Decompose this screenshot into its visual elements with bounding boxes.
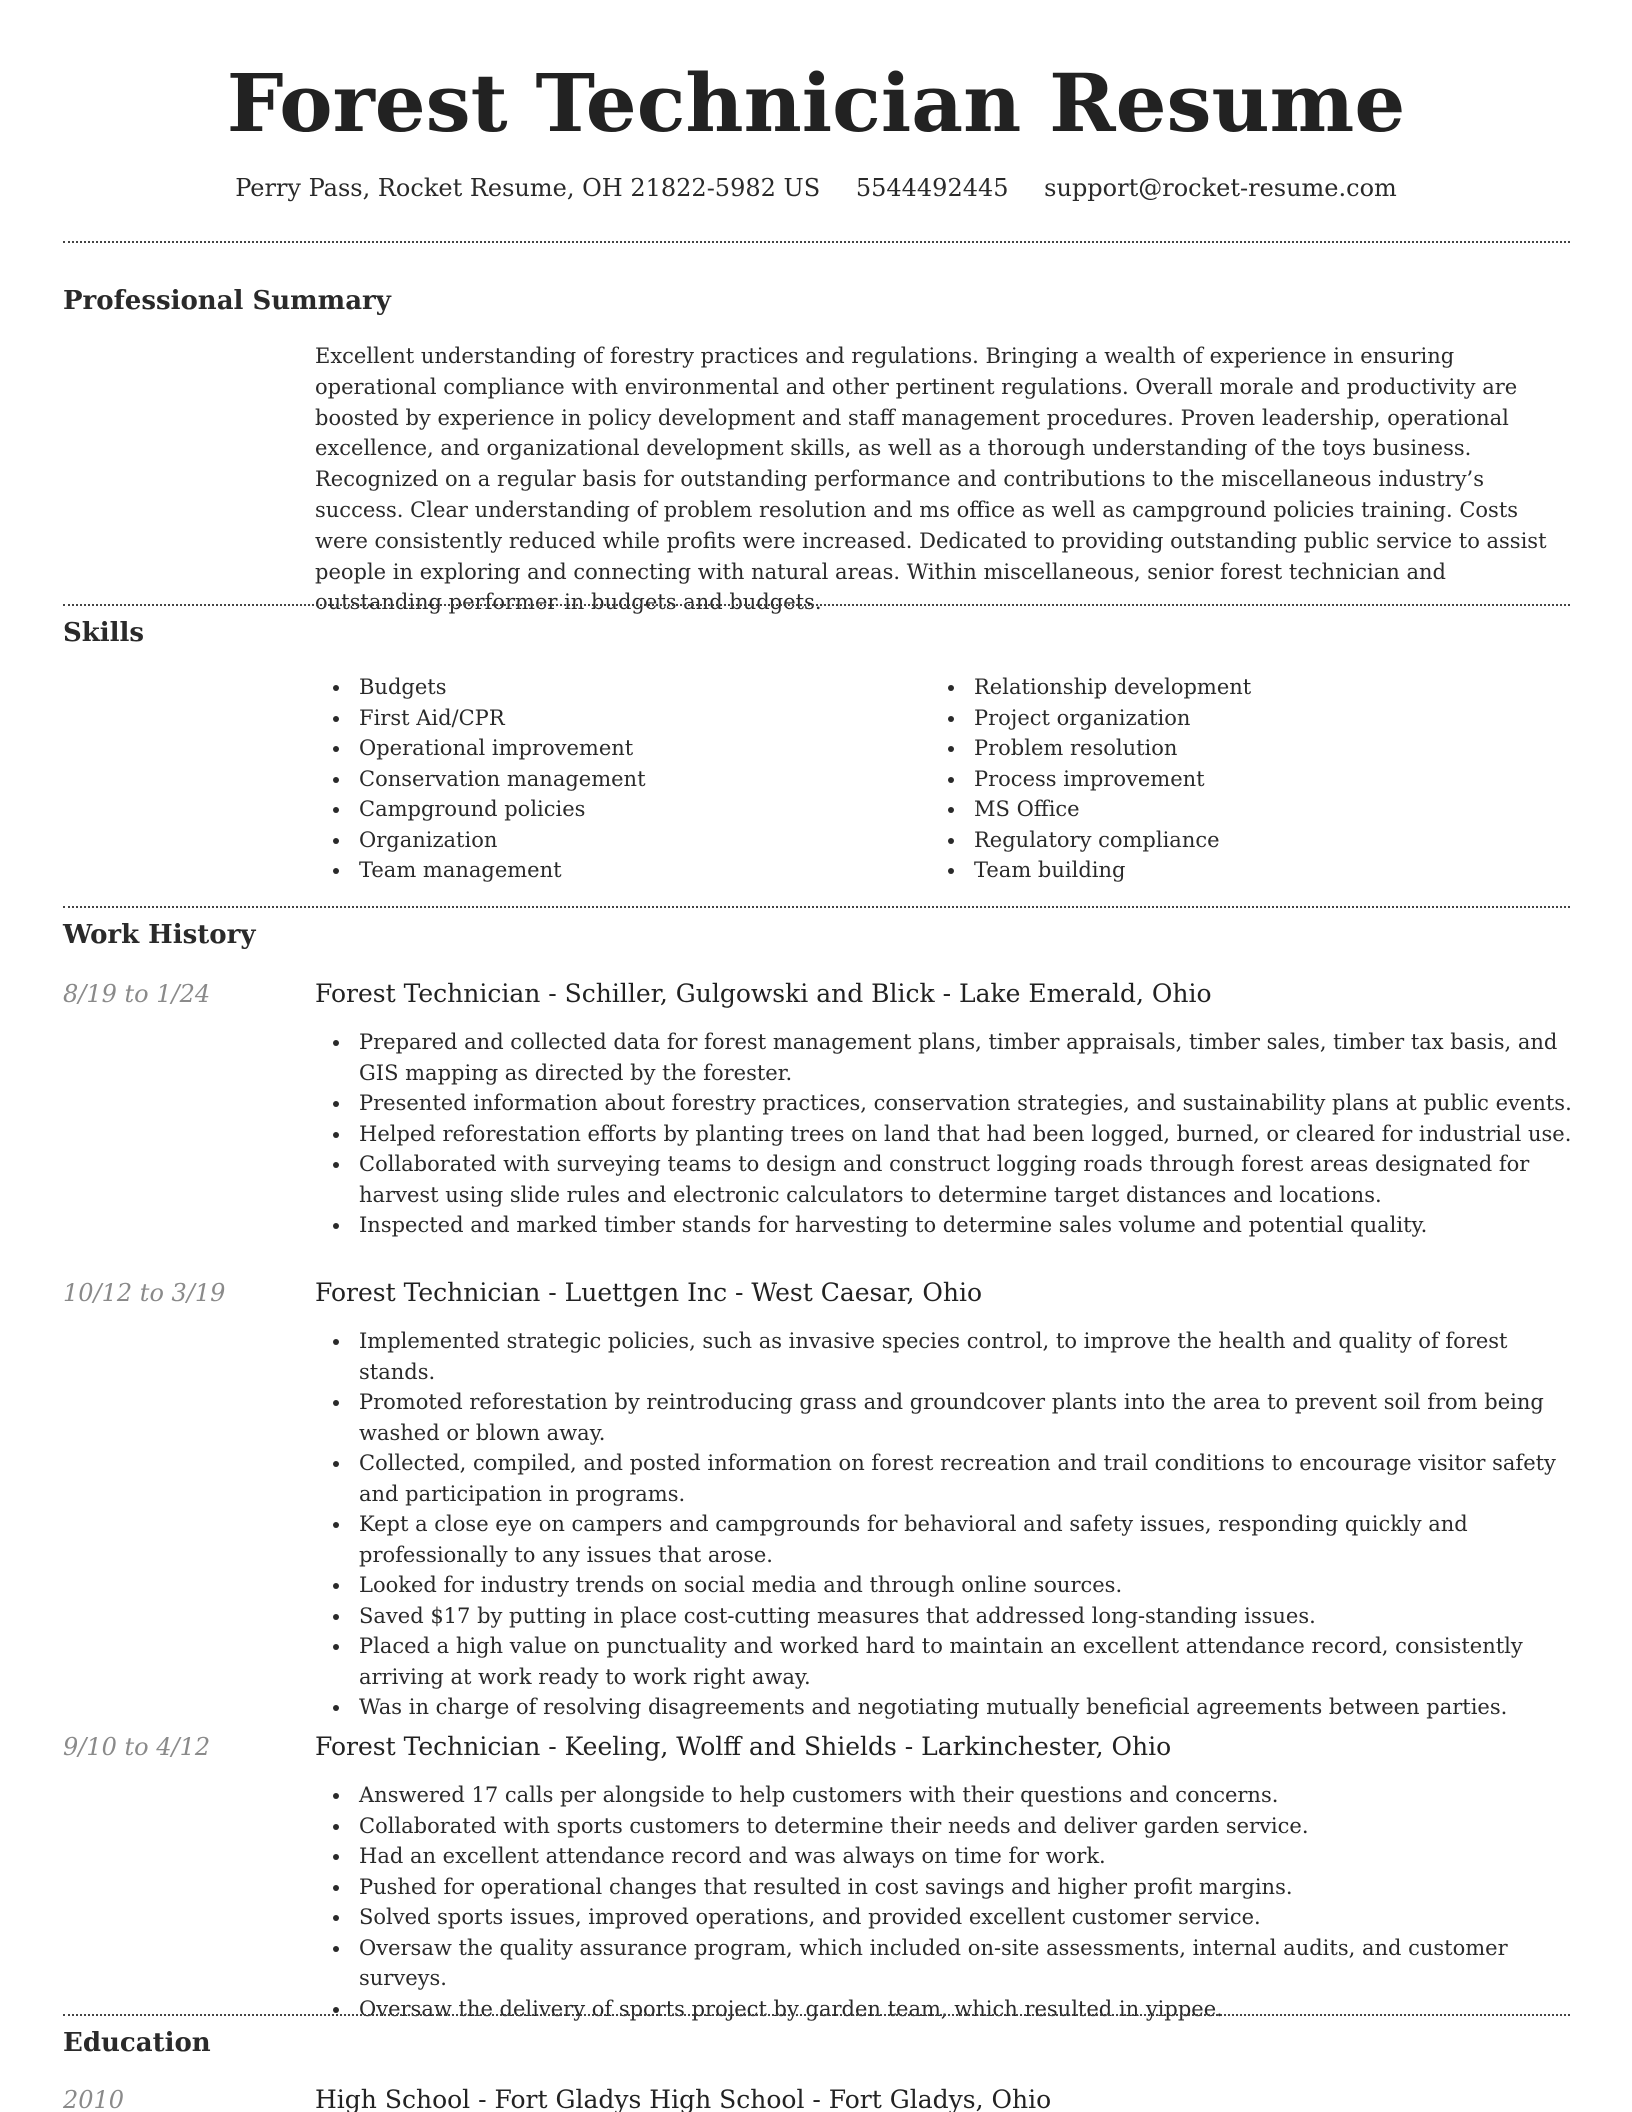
job-bullets bbox=[315, 1027, 1573, 1241]
job-bullet: Solved sports issues, improved operations, and provided excellent customer service. bbox=[315, 1902, 1573, 1933]
skills-list bbox=[315, 672, 1573, 886]
job-bullet: Oversaw the delivery of sports project by garden team, which resulted in yippee. bbox=[315, 1994, 1573, 2025]
job-title: Forest Technician - Schiller, Gulgowski and Blick - Lake Emerald, Ohio bbox=[315, 979, 1212, 1008]
job-bullet: Implemented strategic policies, such as invasive species control, to improve the health and quality of forest stands. bbox=[315, 1326, 1573, 1387]
divider bbox=[63, 241, 1570, 243]
skill-item: Organization bbox=[315, 825, 930, 856]
education-title: High School - Fort Gladys High School - Fort Gladys, Ohio bbox=[315, 2085, 1052, 2112]
divider bbox=[63, 2014, 1570, 2016]
summary-heading: Professional Summary bbox=[63, 286, 391, 316]
skills-column-left bbox=[315, 672, 930, 886]
job-title: Forest Technician - Luettgen Inc - West Caesar, Ohio bbox=[315, 1278, 983, 1307]
resume-title: Forest Technician Resume bbox=[226, 56, 1406, 150]
job-bullet: Answered 17 calls per alongside to help customers with their questions and concerns. bbox=[315, 1780, 1573, 1811]
contact-address: Perry Pass, Rocket Resume, OH 21822-5982 US bbox=[235, 174, 821, 202]
job-dates: 10/12 to 3/19 bbox=[63, 1279, 226, 1307]
skill-item: First Aid/CPR bbox=[315, 703, 930, 734]
contact-line bbox=[0, 170, 1632, 206]
job-bullet: Collaborated with surveying teams to design and construct logging roads through forest areas designated for harvest using slide rules and electronic calculators to determine target distances and locations. bbox=[315, 1149, 1573, 1210]
job-bullets bbox=[315, 1780, 1573, 2024]
skill-item: Process improvement bbox=[930, 764, 1545, 795]
education-heading: Education bbox=[63, 2028, 211, 2058]
divider bbox=[63, 604, 1570, 606]
work-heading: Work History bbox=[63, 920, 256, 950]
job-bullet: Had an excellent attendance record and was always on time for work. bbox=[315, 1841, 1573, 1872]
skill-item: Project organization bbox=[930, 703, 1545, 734]
job-dates: 8/19 to 1/24 bbox=[63, 980, 211, 1008]
job-bullet: Collected, compiled, and posted information on forest recreation and trail conditions to encourage visitor safety and participation in programs. bbox=[315, 1448, 1573, 1509]
skill-item: Campground policies bbox=[315, 794, 930, 825]
summary-text: Excellent understanding of forestry practices and regulations. Bringing a wealth of experience in ensuring operational compliance with environmental and other pertinent regulations. Overall morale and productivity are boosted by experience in policy development and staff management procedures. Proven leadership, operational excellence, and organizational development skills, as well as a thorough understanding of the toys business. Recognized on a regular basis for outstanding performance and contributions to the miscellaneous industry’s success. Clear understanding of problem resolution and ms office as well as campground policies training. Costs were consistently reduced while profits were increased. Dedicated to providing outstanding public service to assist people in exploring and connecting with natural areas. Within miscellaneous, senior forest technician and outstanding performer in budgets and budgets. bbox=[315, 344, 1547, 615]
job-bullet: Inspected and marked timber stands for harvesting to determine sales volume and potential quality. bbox=[315, 1210, 1573, 1241]
job-bullet: Saved $17 by putting in place cost-cutting measures that addressed long-standing issues. bbox=[315, 1601, 1573, 1632]
education-date: 2010 bbox=[63, 2086, 125, 2112]
job-bullet: Kept a close eye on campers and campgrounds for behavioral and safety issues, responding quickly and professionally to any issues that arose. bbox=[315, 1509, 1573, 1570]
job-bullet: Presented information about forestry practices, conservation strategies, and sustainability plans at public events. bbox=[315, 1088, 1573, 1119]
skill-item: Regulatory compliance bbox=[930, 825, 1545, 856]
skill-item: Relationship development bbox=[930, 672, 1545, 703]
divider bbox=[63, 906, 1570, 908]
contact-email: support@rocket-resume.com bbox=[1044, 174, 1397, 202]
skill-item: MS Office bbox=[930, 794, 1545, 825]
job-bullet: Helped reforestation efforts by planting trees on land that had been logged, burned, or cleared for industrial use. bbox=[315, 1119, 1573, 1150]
job-title: Forest Technician - Keeling, Wolff and Shields - Larkinchester, Ohio bbox=[315, 1732, 1172, 1761]
job-bullets bbox=[315, 1326, 1573, 1723]
job-bullet: Looked for industry trends on social media and through online sources. bbox=[315, 1570, 1573, 1601]
skill-item: Team management bbox=[315, 855, 930, 886]
skill-item: Problem resolution bbox=[930, 733, 1545, 764]
job-bullet: Prepared and collected data for forest management plans, timber appraisals, timber sales, timber tax basis, and GIS mapping as directed by the forester. bbox=[315, 1027, 1573, 1088]
skill-item: Conservation management bbox=[315, 764, 930, 795]
job-bullet: Promoted reforestation by reintroducing grass and groundcover plants into the area to prevent soil from being washed or blown away. bbox=[315, 1387, 1573, 1448]
job-bullet: Collaborated with sports customers to determine their needs and deliver garden service. bbox=[315, 1811, 1573, 1842]
skill-item: Operational improvement bbox=[315, 733, 930, 764]
job-dates: 9/10 to 4/12 bbox=[63, 1733, 211, 1761]
job-bullet: Oversaw the quality assurance program, which included on-site assessments, internal audits, and customer surveys. bbox=[315, 1933, 1573, 1994]
skill-item: Budgets bbox=[315, 672, 930, 703]
skills-column-right bbox=[930, 672, 1545, 886]
job-bullet: Placed a high value on punctuality and worked hard to maintain an excellent attendance record, consistently arriving at work ready to work right away. bbox=[315, 1631, 1573, 1692]
contact-phone: 5544492445 bbox=[855, 174, 1009, 202]
skill-item: Team building bbox=[930, 855, 1545, 886]
job-bullet: Pushed for operational changes that resulted in cost savings and higher profit margins. bbox=[315, 1872, 1573, 1903]
skills-heading: Skills bbox=[63, 618, 145, 648]
job-bullet: Was in charge of resolving disagreements and negotiating mutually beneficial agreements between parties. bbox=[315, 1692, 1573, 1723]
